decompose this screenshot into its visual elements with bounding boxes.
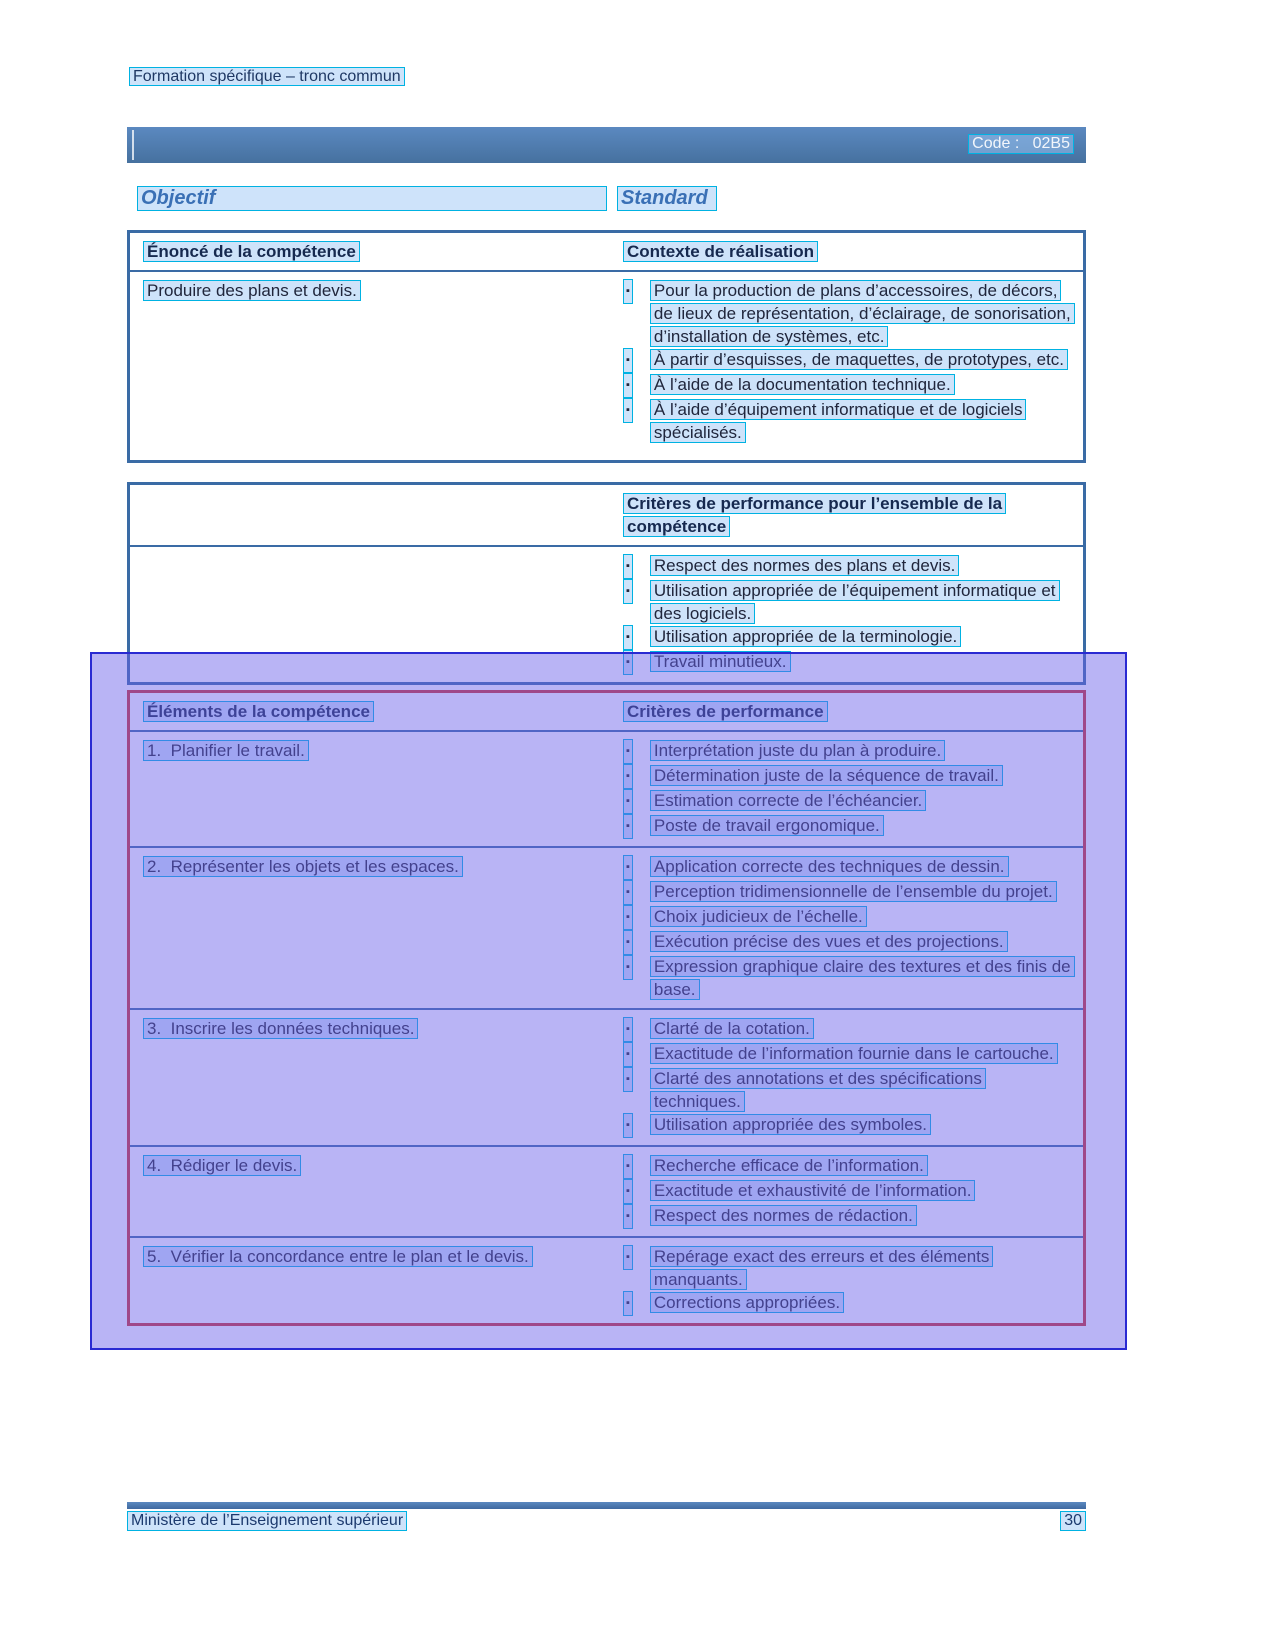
critere-text: Utilisation appropriée de l’équipement informatique et des logiciels.: [650, 580, 1060, 624]
criteria-list: [623, 1154, 1071, 1229]
criteria-item: [623, 789, 1071, 814]
criteria-text: Utilisation appropriée des symboles.: [650, 1114, 931, 1135]
criteria-item: [623, 905, 1071, 930]
bullet-icon: [623, 1067, 633, 1092]
bullet-icon: [623, 855, 633, 880]
criteria-text: Clarté des annotations et des spécifications techniques.: [650, 1068, 986, 1112]
standard-heading: Standard: [617, 186, 717, 211]
contexte-item-text: À l’aide de la documentation technique.: [650, 374, 955, 395]
section-label-text: Formation spécifique – tronc commun: [129, 67, 405, 86]
bullet-icon: [623, 625, 633, 650]
criteria-item: [623, 814, 1071, 839]
bullet-icon: [623, 1017, 633, 1042]
element-cell: [130, 732, 608, 846]
bullet-icon: [623, 1245, 633, 1270]
criteria-text: Choix judicieux de l’échelle.: [650, 906, 867, 927]
criteria-cell: [608, 1147, 1083, 1236]
competence-table-header: [130, 233, 1083, 272]
critere-text: Travail minutieux.: [650, 651, 791, 672]
criteria-text: Recherche efficace de l’information.: [650, 1155, 928, 1176]
criteria-item: [623, 1291, 1071, 1316]
code-label: Code : 02B5: [968, 134, 1074, 154]
criteria-item: [623, 855, 1071, 880]
criteres-header-text: Critères de performance: [623, 701, 828, 722]
bullet-icon: [623, 955, 633, 980]
criteria-item: [623, 1067, 1071, 1113]
bullet-icon: [623, 764, 633, 789]
contexte-cell: [608, 272, 1083, 451]
criteria-text: Expression graphique claire des textures et des finis de base.: [650, 956, 1075, 1000]
bullet-icon: [623, 789, 633, 814]
criteria-item: [623, 930, 1071, 955]
criteres-ensemble-table: [127, 482, 1086, 685]
section-label: [129, 68, 405, 86]
enonce-cell: [130, 272, 608, 451]
contexte-header-text: Contexte de réalisation: [623, 241, 818, 262]
element-cell: [130, 848, 608, 1008]
criteria-list: [623, 1017, 1071, 1138]
criteria-text: Exactitude de l’information fournie dans le cartouche.: [650, 1043, 1058, 1064]
element-label: 5. Vérifier la concordance entre le plan et le devis.: [143, 1246, 533, 1267]
competence-table-body: [130, 272, 1083, 451]
criteria-text: Poste de travail ergonomique.: [650, 815, 884, 836]
element-row-5: [130, 1238, 1083, 1323]
bullet-icon: [623, 373, 633, 398]
element-row-1: [130, 732, 1083, 848]
title-bar-accent: [132, 130, 134, 160]
bullet-icon: [623, 1179, 633, 1204]
critere-text: Respect des normes des plans et devis.: [650, 555, 959, 576]
footer-row: [127, 1510, 1086, 1531]
bullet-icon: [623, 880, 633, 905]
criteria-item: [623, 1017, 1071, 1042]
criteria-item: [623, 1042, 1071, 1067]
element-cell: [130, 1238, 608, 1323]
bullet-icon: [623, 1042, 633, 1067]
critere-item: [623, 650, 1071, 675]
contexte-item-text: À partir d’esquisses, de maquettes, de prototypes, etc.: [650, 349, 1068, 370]
criteria-item: [623, 1245, 1071, 1291]
criteria-item: [623, 1113, 1071, 1138]
footer: [127, 1502, 1086, 1531]
objectif-heading: Objectif: [137, 186, 607, 211]
criteria-list: [623, 1245, 1071, 1316]
criteria-cell: [608, 848, 1083, 1008]
criteria-text: Détermination juste de la séquence de travail.: [650, 765, 1003, 786]
empty-header-cell: [130, 485, 608, 545]
contexte-item: [623, 348, 1071, 373]
footer-rule: [127, 1502, 1086, 1509]
criteres-ensemble-list: [623, 554, 1071, 675]
criteria-item: [623, 764, 1071, 789]
criteria-item: [623, 880, 1071, 905]
bullet-icon: [623, 554, 633, 579]
element-cell: [130, 1010, 608, 1145]
elements-header-text: Éléments de la compétence: [143, 701, 374, 722]
criteres-ensemble-body: [130, 547, 1083, 682]
criteria-text: Respect des normes de rédaction.: [650, 1205, 917, 1226]
criteres-ensemble-header-text: Critères de performance pour l’ensemble de la compétence: [623, 493, 1006, 537]
critere-text: Utilisation appropriée de la terminologie.: [650, 626, 961, 647]
elements-table-header: [130, 693, 1083, 732]
bullet-icon: [623, 398, 633, 423]
criteria-text: Exécution précise des vues et des projections.: [650, 931, 1008, 952]
bullet-icon: [623, 348, 633, 373]
element-label: 2. Représenter les objets et les espaces.: [143, 856, 463, 877]
bullet-icon: [623, 739, 633, 764]
criteria-text: Application correcte des techniques de dessin.: [650, 856, 1009, 877]
empty-cell: [130, 547, 608, 682]
criteria-list: [623, 855, 1071, 1001]
bullet-icon: [623, 1113, 633, 1138]
criteria-item: [623, 1154, 1071, 1179]
critere-item: [623, 554, 1071, 579]
contexte-header-cell: [608, 233, 1083, 270]
criteres-ensemble-cell: [608, 547, 1083, 682]
criteres-ensemble-header-cell: [608, 485, 1083, 545]
criteria-item: [623, 955, 1071, 1001]
criteria-text: Corrections appropriées.: [650, 1292, 844, 1313]
criteria-text: Interprétation juste du plan à produire.: [650, 740, 945, 761]
criteria-text: Exactitude et exhaustivité de l’information.: [650, 1180, 976, 1201]
contexte-item: [623, 373, 1071, 398]
criteria-cell: [608, 732, 1083, 846]
bullet-icon: [623, 1291, 633, 1316]
element-label: 1. Planifier le travail.: [143, 740, 309, 761]
criteria-text: Perception tridimensionnelle de l’ensemble du projet.: [650, 881, 1057, 902]
footer-text: Ministère de l’Enseignement supérieur: [127, 1511, 407, 1531]
title-bar: [127, 127, 1086, 163]
page-number: 30: [1060, 1511, 1086, 1531]
criteria-item: [623, 739, 1071, 764]
bullet-icon: [623, 930, 633, 955]
critere-item: [623, 579, 1071, 625]
criteria-item: [623, 1204, 1071, 1229]
contexte-item: [623, 279, 1071, 348]
criteres-ensemble-header: [130, 485, 1083, 547]
bullet-icon: [623, 650, 633, 675]
criteria-cell: [608, 1010, 1083, 1145]
criteria-text: Clarté de la cotation.: [650, 1018, 814, 1039]
competence-table: [127, 230, 1086, 463]
element-label: 4. Rédiger le devis.: [143, 1155, 301, 1176]
elements-table: [127, 690, 1086, 1326]
enonce-text: Produire des plans et devis.: [143, 280, 361, 301]
criteria-text: Estimation correcte de l’échéancier.: [650, 790, 926, 811]
criteria-list: [623, 739, 1071, 839]
critere-item: [623, 625, 1071, 650]
element-row-3: [130, 1010, 1083, 1147]
bullet-icon: [623, 905, 633, 930]
criteria-item: [623, 1179, 1071, 1204]
element-label: 3. Inscrire les données techniques.: [143, 1018, 418, 1039]
bullet-icon: [623, 1154, 633, 1179]
elements-header-cell: [130, 693, 608, 730]
bullet-icon: [623, 1204, 633, 1229]
criteria-cell: [608, 1238, 1083, 1323]
bullet-icon: [623, 579, 633, 604]
contexte-item-text: Pour la production de plans d’accessoires, de décors, de lieux de représentation, d’éclairage, de sonorisation, d’installation de systèmes, etc.: [650, 280, 1075, 347]
enonce-header-cell: [130, 233, 608, 270]
element-cell: [130, 1147, 608, 1236]
criteria-text: Repérage exact des erreurs et des éléments manquants.: [650, 1246, 993, 1290]
contexte-item-text: À l’aide d’équipement informatique et de logiciels spécialisés.: [650, 399, 1027, 443]
bullet-icon: [623, 814, 633, 839]
contexte-list: [623, 279, 1071, 444]
bullet-icon: [623, 279, 633, 304]
contexte-item: [623, 398, 1071, 444]
enonce-header-text: Énoncé de la compétence: [143, 241, 360, 262]
element-row-4: [130, 1147, 1083, 1238]
criteres-header-cell: [608, 693, 1083, 730]
element-row-2: [130, 848, 1083, 1010]
